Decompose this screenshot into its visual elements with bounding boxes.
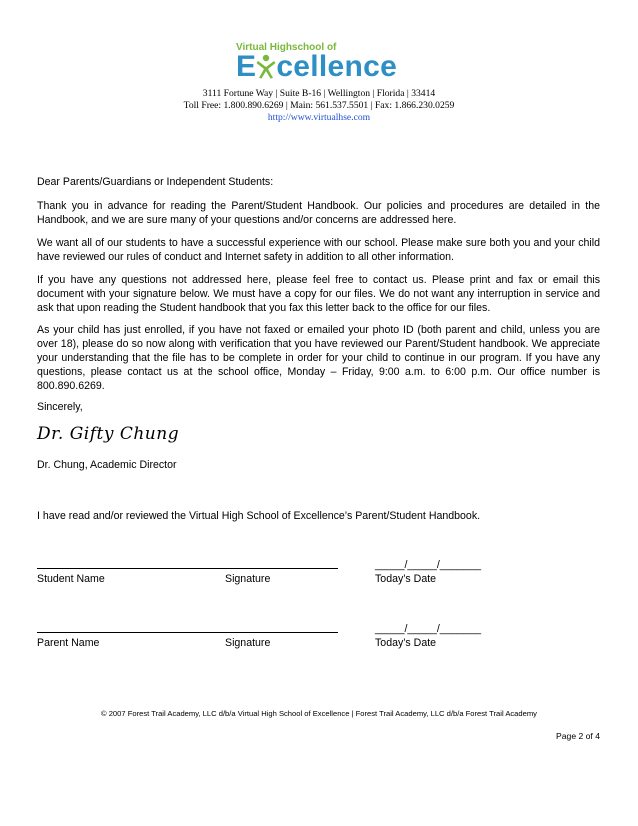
page-number: Page 2 of 4: [556, 731, 600, 741]
logo-letter-e: E: [236, 50, 257, 83]
school-logo: [236, 50, 397, 84]
school-phones: Toll Free: 1.800.890.6269 | Main: 561.537.5501 | Fax: 1.866.230.0259: [183, 100, 455, 111]
parent-name-label: Parent Name: [37, 637, 100, 649]
logo-tagline: Virtual Highschool of: [236, 42, 337, 53]
acknowledgement-statement: I have read and/or reviewed the Virtual High School of Excellence’s Parent/Student Handbook.: [37, 510, 481, 522]
salutation: Dear Parents/Guardians or Independent Students:: [37, 176, 274, 188]
school-address: 3111 Fortune Way | Suite B-16 | Wellington | Florida | 33414: [202, 88, 436, 99]
student-signature-label: Signature: [225, 573, 271, 585]
parent-signature-label: Signature: [225, 637, 271, 649]
paragraph-4: As your child has just enrolled, if you have not faxed or emailed your photo ID (both parent and child, unless you are over 18), please do so now along with verification that you have reviewed our Parent/Student handbook. We appreciate your understanding that the file has to be complete in order for your child to continue in our program. If you have any questions, please contact us at the school office, Monday – Friday, 9:00 a.m. to 6:00 p.m. Our office number is 800.890.6269.: [37, 324, 600, 392]
copyright-footer: © 2007 Forest Trail Academy, LLC d/b/a Virtual High School of Excellence | Forest Trail Academy, LLC d/b/a Forest Trail Academy: [101, 709, 537, 718]
student-signature-line[interactable]: [37, 568, 338, 569]
paragraph-2: We want all of our students to have a successful experience with our school. Please make sure both you and your child have reviewed our rules of conduct and Internet safety in addition to all other information.: [37, 237, 600, 263]
logo-figure-icon: [256, 53, 276, 79]
closing: Sincerely,: [37, 401, 83, 413]
signer-name: Dr. Chung, Academic Director: [37, 459, 177, 471]
paragraph-3: If you have any questions not addressed here, please feel free to contact us. Please print and fax or email this document with your signature below. We must have a copy for our files. We do not want any interruption in service and ask that upon reading the Student handbook that you fax this letter back to the office for our files.: [37, 274, 600, 314]
parent-date-label: Today’s Date: [375, 637, 437, 649]
parent-date-blank[interactable]: _____/_____/_______: [375, 623, 482, 635]
student-date-label: Today’s Date: [375, 573, 437, 585]
parent-signature-line[interactable]: [37, 632, 338, 633]
school-website-link[interactable]: http://www.virtualhse.com: [267, 112, 371, 123]
paragraph-1: Thank you in advance for reading the Parent/Student Handbook. Our policies and procedures are detailed in the Handbook, and we are sure many of your questions and/or concerns are addressed here.: [37, 200, 600, 226]
student-date-blank[interactable]: _____/_____/_______: [375, 559, 482, 571]
student-name-label: Student Name: [37, 573, 105, 585]
logo-word: cellence: [276, 50, 398, 83]
handwritten-signature: Dr. Gifty Chung: [37, 424, 180, 444]
